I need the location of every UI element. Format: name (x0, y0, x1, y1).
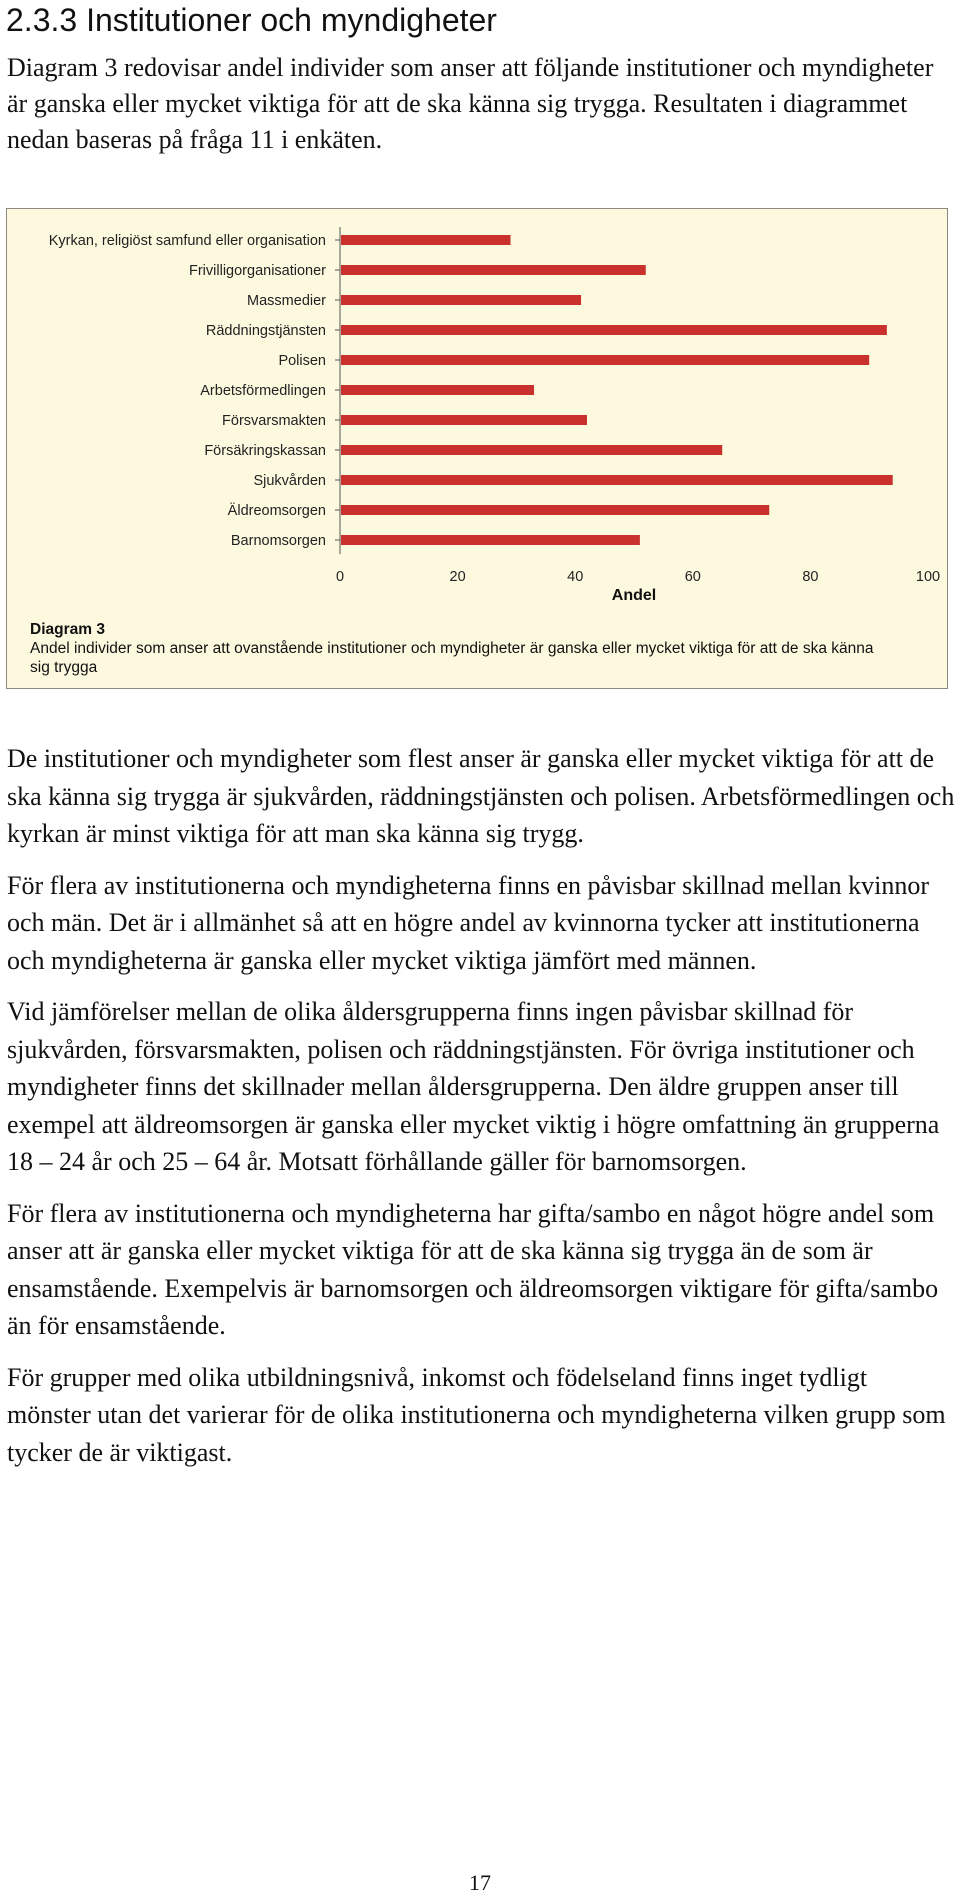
category-label: Massmedier (247, 293, 326, 309)
category-label: Sjukvården (253, 473, 326, 489)
paragraph-4: För flera av institutionerna och myndigheterna har gifta/sambo en något högre andel som anser att är ganska eller mycket viktiga för att de ska känna sig trygga än de som är ensamstående. Exempelvis är barnomsorgen och äldreomsorgen viktigare för gifta/sambo än för ensamstående. (7, 1198, 939, 1340)
chart-caption (30, 620, 890, 677)
bar (341, 535, 640, 545)
x-tick-label: 40 (567, 569, 584, 585)
x-tick-label: 60 (684, 569, 701, 585)
bar (341, 415, 587, 425)
bar (341, 295, 581, 305)
category-label: Försäkringskassan (204, 443, 326, 459)
bar-chart (7, 209, 947, 688)
x-tick-label: 20 (449, 569, 466, 585)
category-label: Polisen (278, 353, 326, 369)
paragraph-3: Vid jämförelser mellan de olika åldersgrupperna finns ingen påvisbar skillnad för sjukvården, försvarsmakten, polisen och räddningstjänsten. För övriga institutioner och myndigheter finns det skillnader mellan åldersgrupperna. Den äldre gruppen anser till exempel att äldreomsorgen är ganska eller mycket viktig i högre omfattning än grupperna 18 – 24 år och 25 – 64 år. Motsatt förhållande gäller för barnomsorgen. (7, 997, 940, 1176)
bar (341, 325, 887, 335)
caption-title: Diagram 3 (30, 621, 105, 638)
paragraph-1: De institutioner och myndigheter som flest anser är ganska eller mycket viktiga för att de ska känna sig trygga är sjukvården, räddningstjänsten och polisen. Arbetsförmedlingen och kyrkan är minst viktiga för att man ska känna sig trygg. (7, 744, 955, 848)
bar (341, 235, 511, 245)
bar (341, 265, 646, 275)
intro-paragraph: Diagram 3 redovisar andel individer som anser att följande institutioner och myndigheter är ganska eller mycket viktiga för att de ska känna sig trygga. Resultaten i diagrammet nedan baseras på fråga 11 i enkäten. (7, 53, 934, 154)
category-label: Kyrkan, religiöst samfund eller organisation (48, 233, 326, 249)
body-text (7, 740, 955, 1485)
category-label: Äldreomsorgen (227, 503, 326, 519)
category-label: Försvarsmakten (222, 413, 326, 429)
category-label: Barnomsorgen (230, 533, 326, 549)
section-heading: 2.3.3 Institutioner och myndigheter (6, 2, 497, 38)
bar (341, 445, 722, 455)
chart-panel (6, 208, 948, 689)
bar (341, 385, 534, 395)
bar (341, 475, 893, 485)
paragraph-5: För grupper med olika utbildningsnivå, inkomst och födelseland finns inget tydligt mönster utan det varierar för de olika institutionerna och myndigheterna vilken grupp som tycker de är viktigast. (7, 1362, 946, 1467)
caption-text: Andel individer som anser att ovanstående institutioner och myndigheter är ganska eller mycket viktiga för att de ska känna sig trygga (30, 640, 874, 676)
x-tick-label: 0 (335, 569, 345, 585)
x-tick-label: 80 (802, 569, 819, 585)
paragraph-2: För flera av institutionerna och myndigheterna finns en påvisbar skillnad mellan kvinnor och män. Det är i allmänhet så att en högre andel av kvinnorna tycker att institutionerna och myndigheterna är ganska eller mycket viktiga jämfört med männen. (7, 870, 930, 975)
bar (341, 355, 869, 365)
category-label: Räddningstjänsten (205, 323, 326, 339)
bar (341, 505, 769, 515)
page-number: 17 (469, 1870, 491, 1895)
category-label: Arbetsförmedlingen (200, 383, 326, 399)
category-label: Frivilligorganisationer (189, 263, 326, 279)
x-tick-label: 100 (915, 569, 941, 585)
x-axis-label: Andel (611, 587, 657, 604)
